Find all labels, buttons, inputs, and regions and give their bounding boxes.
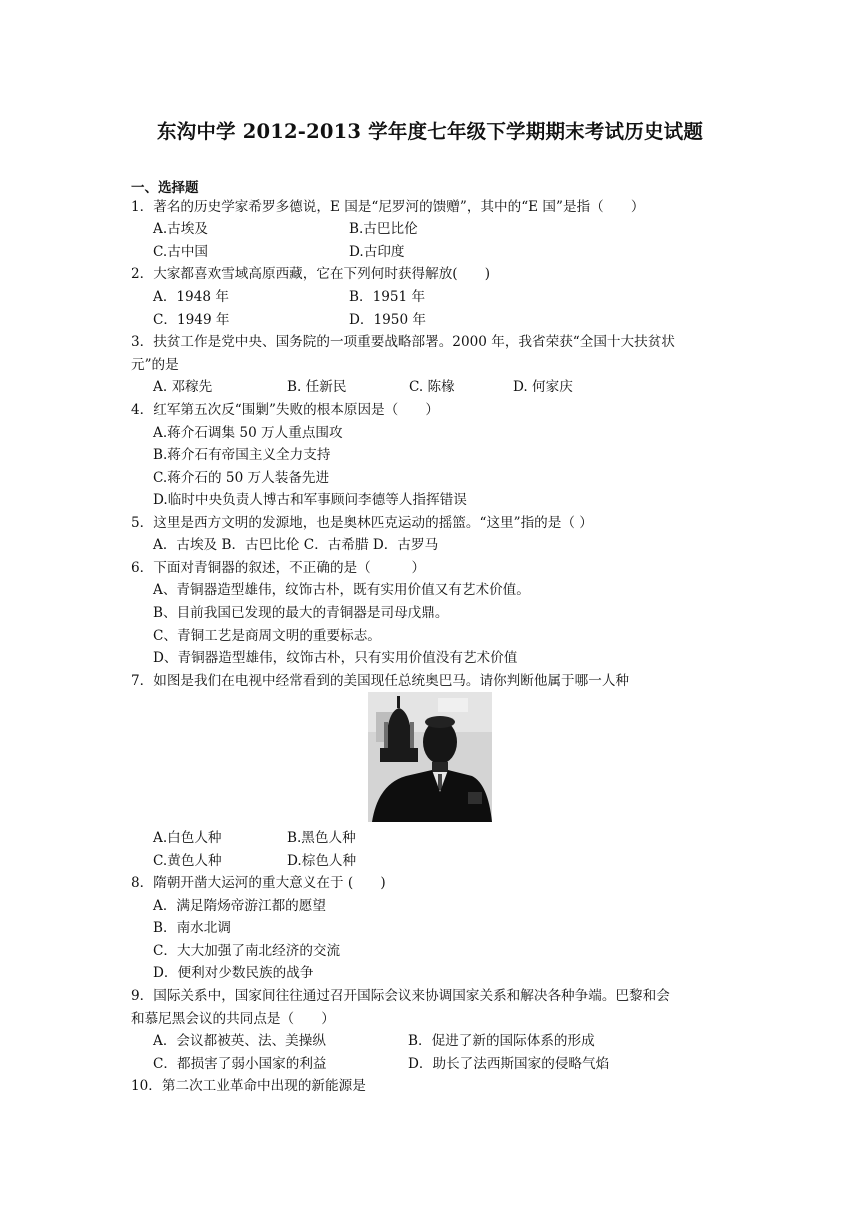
question-9-option-d: D．助长了法西斯国家的侵略气焰	[408, 1056, 610, 1072]
question-3-stem-line-2: 元”的是	[131, 357, 179, 373]
question-4-option-b: B.蒋介石有帝国主义全力支持	[153, 447, 331, 463]
question-7-option-a: A.白色人种	[153, 830, 222, 846]
question-9-stem-line-1: 9．国际关系中，国家间往往通过召开国际会议来协调国家关系和解决各种争端。巴黎和会	[131, 988, 670, 1004]
question-8-option-d: D．便利对少数民族的战争	[153, 965, 314, 981]
question-3-option-d: D. 何家庆	[513, 379, 573, 395]
question-6-option-b: B、目前我国已发现的最大的青铜器是司母戊鼎。	[153, 605, 449, 621]
question-10-stem: 10．第二次工业革命中出现的新能源是	[131, 1078, 366, 1094]
question-1-option-d: D.古印度	[349, 244, 405, 260]
question-3-stem-line-1: 3．扶贫工作是党中央、国务院的一项重要战略部署。2000 年，我省荣获“全国十大扶贫状	[131, 334, 675, 350]
question-1-option-b: B.古巴比伦	[349, 221, 418, 237]
question-3-option-b: B. 任新民	[287, 379, 347, 395]
question-5-stem: 5．这里是西方文明的发源地，也是奥林匹克运动的摇篮。“这里”指的是（ ）	[131, 515, 593, 531]
question-6-option-d: D、青铜器造型雄伟，纹饰古朴，只有实用价值没有艺术价值	[153, 650, 518, 666]
question-6-option-a: A、青铜器造型雄伟，纹饰古朴，既有实用价值又有艺术价值。	[153, 582, 530, 598]
question-2-stem: 2．大家都喜欢雪域高原西藏，它在下列何时获得解放( )	[131, 266, 491, 282]
question-7-option-d: D.棕色人种	[287, 853, 357, 869]
question-1-option-c: C.古中国	[153, 244, 209, 260]
question-8-stem: 8．隋朝开凿大运河的重大意义在于 ( )	[131, 875, 386, 891]
question-8-option-b: B．南水北调	[153, 920, 231, 936]
question-2-option-d: D．1950 年	[349, 312, 427, 328]
question-8-option-a: A．满足隋炀帝游江都的愿望	[153, 898, 326, 914]
section-heading: 一、选择题	[131, 180, 199, 196]
question-2-option-b: B．1951 年	[349, 289, 426, 305]
question-7-option-c: C.黄色人种	[153, 853, 222, 869]
question-9-option-c: C．都损害了弱小国家的利益	[153, 1056, 327, 1072]
question-2-option-a: A．1948 年	[153, 289, 229, 305]
question-3-option-c: C. 陈椽	[409, 379, 455, 395]
question-5-options: A．古埃及 B．古巴比伦 C．古希腊 D．古罗马	[153, 537, 439, 553]
question-9-option-a: A．会议都被英、法、美操纵	[153, 1033, 326, 1049]
question-1-option-a: A.古埃及	[153, 221, 208, 237]
question-9-option-b: B．促进了新的国际体系的形成	[408, 1033, 595, 1049]
question-4-option-a: A.蒋介石调集 50 万人重点围攻	[153, 425, 343, 441]
question-1-stem: 1．著名的历史学家希罗多德说，E 国是“尼罗河的馈赠”，其中的“E 国”是指（ ）	[131, 199, 645, 215]
question-6-stem: 6．下面对青铜器的叙述，不正确的是（ ）	[131, 560, 426, 576]
question-9-stem-line-2: 和慕尼黑会议的共同点是（ ）	[131, 1011, 335, 1027]
question-3-option-a: A. 邓稼先	[153, 379, 213, 395]
obama-portrait-image	[368, 692, 492, 822]
question-8-option-c: C．大大加强了南北经济的交流	[153, 943, 341, 959]
question-4-option-d: D.临时中央负责人博古和军事顾问李德等人指挥错误	[153, 492, 467, 508]
question-6-option-c: C、青铜工艺是商周文明的重要标志。	[153, 628, 381, 644]
page-title: 东沟中学 2012-2013 学年度七年级下学期期末考试历史试题	[156, 120, 704, 143]
question-2-option-c: C．1949 年	[153, 312, 230, 328]
question-7-option-b: B.黑色人种	[287, 830, 356, 846]
question-7-stem: 7．如图是我们在电视中经常看到的美国现任总统奥巴马。请你判断他属于哪一人种	[131, 673, 630, 689]
question-4-option-c: C.蒋介石的 50 万人装备先进	[153, 470, 330, 486]
question-4-stem: 4．红军第五次反“围剿”失败的根本原因是（ ）	[131, 402, 440, 418]
